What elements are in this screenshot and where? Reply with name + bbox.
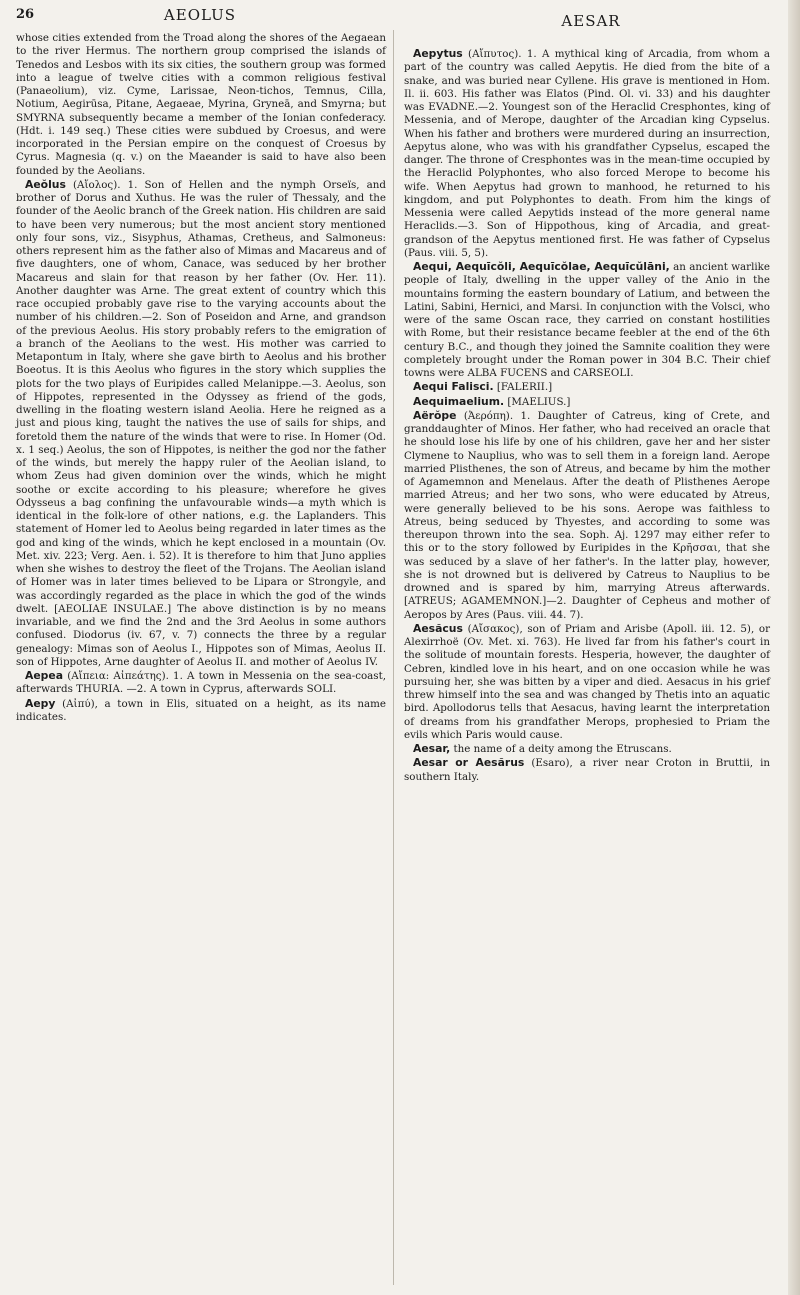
page-number: 26	[16, 7, 35, 22]
entry-text: 1. Daughter of Catreus, king of Crete, and granddaughter of Minos. Her father, who had received an oracle that he should lose his life by one of his children, gave her and her sister Clymene to Nauplius, who was to sell them in a foreign land. Aerope married Plisthenes, the son of Atreus, and became by him the mother of Agamemnon and Menelaus. After the death of Plisthenes Aerope married Atreus; and her two sons, who were educated by Atreus, were generally believed to be his sons. Aerope was faithless to Atreus, being seduced by Thyestes, and according to some was thereupon thrown into the sea. Soph. Aj. 1297 may either refer to this or to the story followed by Euripides in the Κρῆσσαι, that she was seduced by a slave of her father's. In the latter play, however, she is not drowned but is delivered by Catreus to Nauplius to be drowned and is spared by him, marrying Atreus afterwards. [ATREUS; AGAMEMNON.]—2. Daughter of Cepheus and mother of Aeropos by Ares (Paus. viii. 44. 7).	[404, 409, 770, 621]
entry-greek: (Esaro),	[531, 757, 573, 770]
left-column	[16, 32, 386, 724]
entry-aeolus	[16, 178, 386, 669]
entry-text: 1. A mythical king of Arcadia, from whom a part of the country was called Aepytis. He died from the bite of a snake, and was buried near Cyllene. His grave is mentioned in Hom. Il. ii. 603. His father was Elatos (Pind. Ol. vi. 33) and his daughter was EVADNE.—2. Youngest son of the Heraclid Cresphontes, king of Messenia, and of Merope, daughter of the Arcadian king Cypselus. When his father and brothers were murdered during an insurrection, Aepytus alone, who was with his grandfather Cypselus, escaped the danger. The throne of Cresphontes was in the mean-time occupied by the Heraclid Polyphontes, who also forced Merope to become his wife. When Aepytus had grown to manhood, he returned to his kingdom, and put Polyphontes to death. From him the kings of Messenia were called Aepytids instead of the more general name Heraclids.—3. Son of Hippothous, king of Arcadia, and great-grandson of the Aepytus mentioned first. He was father of Cypselus (Paus. viii. 5, 5).	[404, 48, 770, 259]
entry-headword: Aepytus	[413, 47, 463, 60]
entry-text: 1. Son of Hellen and the nymph Orseïs, and brother of Dorus and Xuthus. He was the ruler of Thessaly, and the founder of the Aeolic branch of the Greek nation. His children are said to have been very numerous; but the most ancient story mentioned only four sons, viz., Sisyphus, Athamas, Cretheus, and Salmoneus: others represent him as the father also of Mimas and Macareus and of five daughters, one of whom, Canace, was seduced by her brother Macareus and slain for that reason by her father (Ov. Her. 11). Another daughter was Arne. The great extent of country which this race occupied probably gave rise to the varying accounts about the number of his children.—2. Son of Poseidon and Arne, and grandson of the previous Aeolus. His story probably refers to the emigration of a branch of the Aeolians to the west. His mother was carried to Metapontum in Italy, where she gave birth to Aeolus and his brother Boeotus. It is this Aeolus who figures in the story which supplies the plots for the two plays of Euripides called Melanippe.—3. Aeolus, son of Hippotes, represented in the Odyssey as friend of the gods, dwelling in the floating western island Aeolia. Here he reigned as a just and pious king, taught the natives the use of sails for ships, and foretold them the nature of the winds that were to rise. In Homer (Od. x. 1 seq.) Aeolus, the son of Hippotes, is neither the god nor the father of the winds, but merely the happy ruler of the Aeolian island, to whom Zeus had given dominion over the winds, which he might soothe or excite according to his pleasure; wherefore he gives Odysseus a bag confining the unfavourable winds—a myth which is identical in the folk-lore of other nations, e.g. the Laplanders. This statement of Homer led to Aeolus being regarded in later times as the god and king of the winds, which he kept enclosed in a mountain (Ov. Met. xiv. 223; Verg. Aen. i. 52). It is therefore to him that Juno applies when she wishes to destroy the fleet of the Trojans. The Aeolian island of Homer was in later times believed to be Lipara or Strongyle, and was accordingly regarded as the place in which the god of the winds dwelt. [AEOLIAE INSULAE.] The above distinction is by no means invariable, and we find the 2nd and the 3rd Aeolus in some authors confused. Diodorus (iv. 67, v. 7) connects the three by a regular genealogy: Mimas son of Aeolus I., Hippotes son of Mimas, Aeolus II. son of Hippotes, Arne daughter of Aeolus II. and mother of Aeolus IV.	[16, 178, 386, 668]
entry-headword: Aequi, Aequīcŏli, Aequīcŏlae, Aequīcŭlāni,	[413, 260, 670, 273]
entry-aesacus	[404, 622, 770, 742]
entry-greek: (Αἴπεια: Αἰπεάτης).	[67, 670, 169, 682]
entry-headword: Aesar or Aesărus	[413, 756, 525, 770]
entry-headword: Aeŏlus	[25, 177, 66, 191]
entry-aepea	[16, 669, 386, 697]
entry-text: a river near Croton in Bruttii, in southern Italy.	[404, 757, 770, 783]
entry-aepytus	[404, 47, 770, 260]
entry-headword: Aepea	[25, 669, 64, 682]
entry-aepy	[16, 697, 386, 725]
entry-text: [MAELIUS.]	[507, 395, 571, 408]
running-head-left: AEOLUS	[163, 6, 237, 24]
entry-aerope	[404, 409, 770, 622]
entry-text: 1. A town in Messenia on the sea-coast, afterwards THURIA. —2. A town in Cyprus, afterwards SOLI.	[16, 670, 387, 696]
page-edge	[788, 0, 800, 1295]
entry-greek: (Ἀερόπη).	[463, 409, 514, 422]
entry-text: [FALERII.]	[496, 381, 553, 394]
entry-aequimaelium	[404, 395, 770, 409]
entry-aequi-falisci	[404, 380, 770, 394]
entry-headword: Aesăcus	[413, 621, 463, 635]
column-divider	[393, 30, 394, 1285]
entry-greek: (Αἴολος).	[73, 178, 121, 191]
entry-headword: Aesar,	[413, 742, 451, 755]
entry-text: a town in Elis, situated on a height, as its name indicates.	[16, 697, 387, 723]
entry-aesar-deity	[404, 742, 770, 756]
entry-aequi	[404, 260, 770, 380]
entry-greek: (Αἴσακος),	[467, 622, 523, 635]
entry-text: son of Priam and Arisbe (Apoll. iii. 12. 5), or Alexirrhoë (Ov. Met. xi. 763). He lived far from his father's court in the solitude of mountain forests. Hesperia, however, the daughter of Cebren, kindled love in his heart, and on one occasion while he was pursuing her, she was bitten by a viper and died. Aesacus in his grief threw himself into the sea and was changed by Thetis into an aquatic bird. Apollodorus tells that Aesacus, having learnt the interpretation of dreams from his grandfather Merops, prophesied to Priam the evils which Paris would cause.	[404, 622, 770, 741]
entry-headword: Aequimaelium.	[413, 394, 505, 408]
right-column	[404, 47, 770, 784]
entry-text: whose cities extended from the Troad along the shores of the Aegaean to the river Hermus. The northern group comprised the islands of Tenedos and Lesbos with its six cities, the southern group was formed into a league of twelve cities with a common religious festival (Panaeolium), viz. Cyme, Larissae, Neon-tichos, Temnus, Cilla, Notium, Aegirūsa, Pitane, Aegaeae, Myrina, Gryneā, and Smyrna; but SMYRNA subsequently became a member of the Ionian confederacy. (Hdt. i. 149 seq.) These cities were subdued by Croesus, and were incorporated in the Persian empire on the conquest of Croesus by Cyrus. Magnesia (q. v.) on the Maeander is said to have also been founded by the Aeolians.	[16, 32, 386, 177]
entry-text: the name of a deity among the Etruscans.	[453, 743, 672, 755]
entry-aesar-river	[404, 756, 770, 784]
entry-text: an ancient warlike people of Italy, dwelling in the upper valley of the Anio in the mountains forming the eastern boundary of Latium, and between the Latini, Sabini, Hernici, and Marsi. In conjunction with the Volsci, who were of the same Oscan race, they carried on constant hostilities with Rome, but their resistance became feebler at the end of the 6th century B.C., and though they joined the Samnite coalition they were completely brought under the Roman power in 304 B.C. Their chief towns were ALBA FUCENS and CARSEOLI.	[404, 261, 770, 379]
entry-headword: Aërŏpe	[413, 408, 457, 422]
entry-greek: (Αἰπύ),	[62, 697, 98, 710]
entry-headword: Aepy	[25, 696, 56, 710]
entry-headword: Aequi Falisci.	[413, 380, 494, 394]
running-head-right: AESAR	[561, 12, 621, 30]
entry-greek: (Αἴπυτος).	[468, 48, 522, 60]
